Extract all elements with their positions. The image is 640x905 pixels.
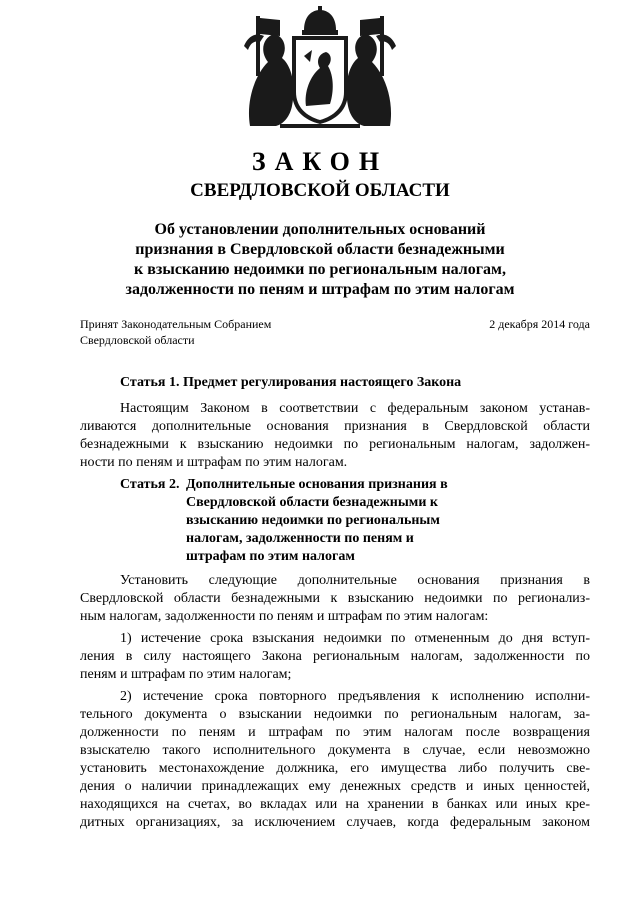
article-2-item-1 bbox=[80, 630, 590, 684]
text-line: ления в силу настоящего Закона региональным налогам, задолженности по bbox=[80, 649, 590, 664]
article-2-title bbox=[186, 476, 506, 566]
text-line: дитных организациях, за исключением случаев, когда федеральным законом bbox=[80, 815, 590, 830]
text-line: безнадежными к взысканию недоимки по региональным налогам, задолжен- bbox=[80, 437, 590, 452]
text-line: ливаются дополнительные основания признания в Свердловской области bbox=[80, 419, 590, 434]
text-line: Установить следующие дополнительные основания признания в bbox=[120, 573, 590, 588]
adoption-date: 2 декабря 2014 года bbox=[489, 317, 590, 331]
article-2-label: Статья 2. bbox=[120, 477, 180, 492]
text-line: дения о наличии принадлежащих ему денежных средств и иных ценностей, bbox=[80, 779, 590, 794]
text-line: взыскателю такого исполнительного документа в случае, если невозможно bbox=[80, 743, 590, 758]
subject-line: Об установлении дополнительных оснований bbox=[154, 221, 486, 238]
text-line: долженности по пеням и штрафам по этим налогам после возвращения bbox=[80, 725, 590, 740]
article-1-text bbox=[80, 400, 590, 472]
region-title: СВЕРДЛОВСКОЙ ОБЛАСТИ bbox=[190, 180, 450, 201]
adoption-line: Свердловской области bbox=[80, 333, 195, 347]
text-line: Свердловской области безнадежными к взысканию недоимки по регионализ- bbox=[80, 591, 590, 606]
text-line: тельного документа о взыскании недоимки по региональным налогам, за- bbox=[80, 707, 590, 722]
article-1-heading: Статья 1. Предмет регулирования настоящего Закона bbox=[120, 375, 462, 390]
text-line: 2) истечение срока повторного предъявления к исполнению исполни- bbox=[120, 689, 590, 704]
text-line: 1) истечение срока взыскания недоимки по отмененным до дня вступ- bbox=[120, 631, 590, 646]
text-line: пеням и штрафам по этим налогам; bbox=[80, 667, 292, 682]
law-title: ЗАКОН bbox=[251, 147, 389, 176]
article-title-line: Дополнительные основания признания в bbox=[186, 477, 448, 492]
text-line: установить местонахождение должника, его имущества либо получить све- bbox=[80, 761, 590, 776]
text-line: Настоящим Законом в соответствии с федеральным законом устанав- bbox=[120, 401, 590, 416]
article-title-line: взысканию недоимки по региональным bbox=[186, 513, 440, 528]
article-2-intro bbox=[80, 572, 590, 626]
subject-line: признания в Свердловской области безнадежными bbox=[135, 241, 505, 258]
adoption-line: Принят Законодательным Собранием bbox=[80, 317, 272, 331]
law-subject bbox=[90, 220, 550, 300]
text-line: находящихся на счетах, во вкладах или на хранении в банках или иных кре- bbox=[80, 797, 590, 812]
adoption-authority bbox=[80, 316, 271, 348]
subject-line: к взысканию недоимки по региональным налогам, bbox=[134, 261, 506, 278]
article-title-line: штрафам по этим налогам bbox=[186, 549, 355, 564]
coat-of-arms-emblem bbox=[240, 6, 400, 128]
subject-line: задолженности по пеням и штрафам по этим налогам bbox=[125, 281, 515, 298]
text-line: ным налогам, задолженности по пеням и штрафам по этим налогам: bbox=[80, 609, 489, 624]
article-title-line: Свердловской области безнадежными к bbox=[186, 495, 438, 510]
article-title-line: налогам, задолженности по пеням и bbox=[186, 531, 414, 546]
article-2-item-2 bbox=[80, 688, 590, 832]
text-line: ности по пеням и штрафам по этим налогам. bbox=[80, 455, 348, 470]
